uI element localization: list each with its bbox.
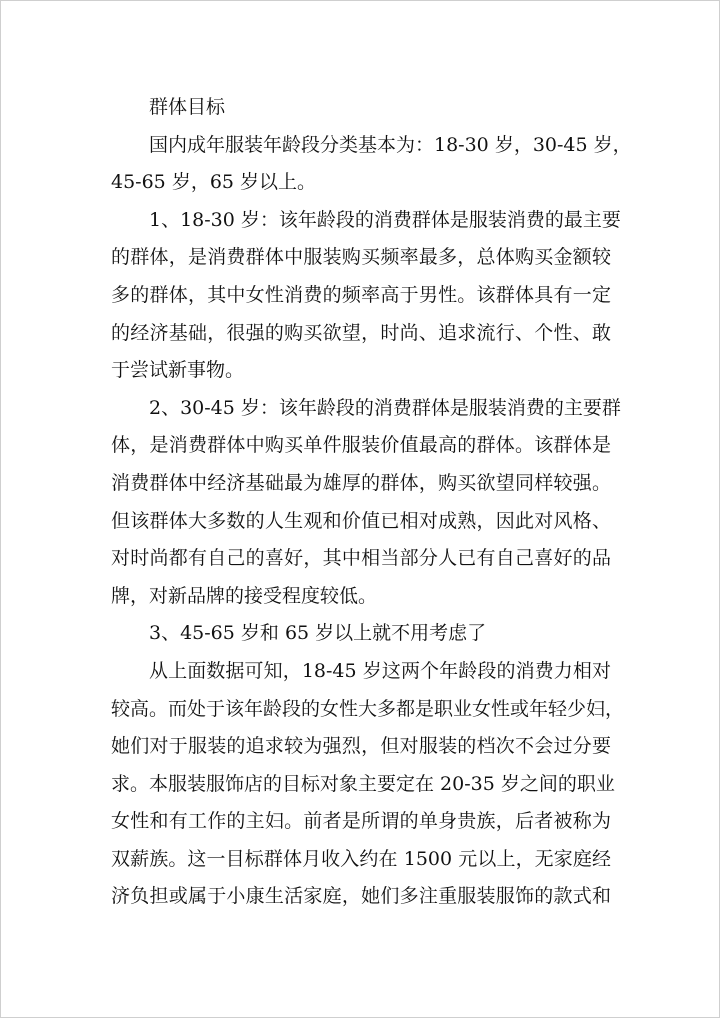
paragraph-line: 3、45-65 岁和 65 岁以上就不用考虑了 bbox=[149, 622, 487, 645]
paragraph-line: 从上面数据可知，18-45 岁这两个年龄段的消费力相对 bbox=[149, 659, 611, 682]
paragraph-line: 于尝试新事物。 bbox=[111, 359, 245, 382]
paragraph-line: 的群体，是消费群体中服装购买频率最多，总体购买金额较 bbox=[111, 246, 611, 269]
paragraph-line: 求。本服装服饰店的目标对象主要定在 20-35 岁之间的职业 bbox=[111, 772, 615, 795]
paragraph-line: 牌，对新品牌的接受程度较低。 bbox=[111, 584, 378, 607]
paragraph-line: 较高。而处于该年龄段的女性大多都是职业女性或年轻少妇， bbox=[111, 697, 625, 720]
paragraph-line: 但该群体大多数的人生观和价值已相对成熟，因此对风格、 bbox=[111, 509, 611, 532]
paragraph-line: 消费群体中经济基础最为雄厚的群体，购买欲望同样较强。 bbox=[111, 471, 611, 494]
paragraph-line: 1、18-30 岁：该年龄段的消费群体是服装消费的最主要 bbox=[149, 208, 621, 231]
paragraph-line: 的经济基础，很强的购买欲望，时尚、追求流行、个性、敢 bbox=[111, 321, 611, 344]
paragraph-line: 女性和有工作的主妇。前者是所谓的单身贵族，后者被称为 bbox=[111, 810, 611, 833]
paragraph-line: 她们对于服装的追求较为强烈，但对服装的档次不会过分要 bbox=[111, 735, 611, 758]
document-body bbox=[111, 89, 632, 916]
paragraph-line: 45-65 岁，65 岁以上。 bbox=[111, 171, 317, 194]
paragraph-line: 国内成年服装年龄段分类基本为：18-30 岁，30-45 岁， bbox=[149, 133, 632, 156]
paragraph-line: 体，是消费群体中购买单件服装价值最高的群体。该群体是 bbox=[111, 434, 611, 457]
paragraph-line: 双薪族。这一目标群体月收入约在 1500 元以上，无家庭经 bbox=[111, 847, 611, 870]
paragraph-line: 多的群体，其中女性消费的频率高于男性。该群体具有一定 bbox=[111, 283, 611, 306]
paragraph-line: 2、30-45 岁：该年龄段的消费群体是服装消费的主要群 bbox=[149, 396, 621, 419]
paragraph-line: 对时尚都有自己的喜好，其中相当部分人已有自己喜好的品 bbox=[111, 547, 611, 570]
paragraph-line: 济负担或属于小康生活家庭，她们多注重服装服饰的款式和 bbox=[111, 885, 611, 908]
section-heading: 群体目标 bbox=[149, 96, 226, 118]
